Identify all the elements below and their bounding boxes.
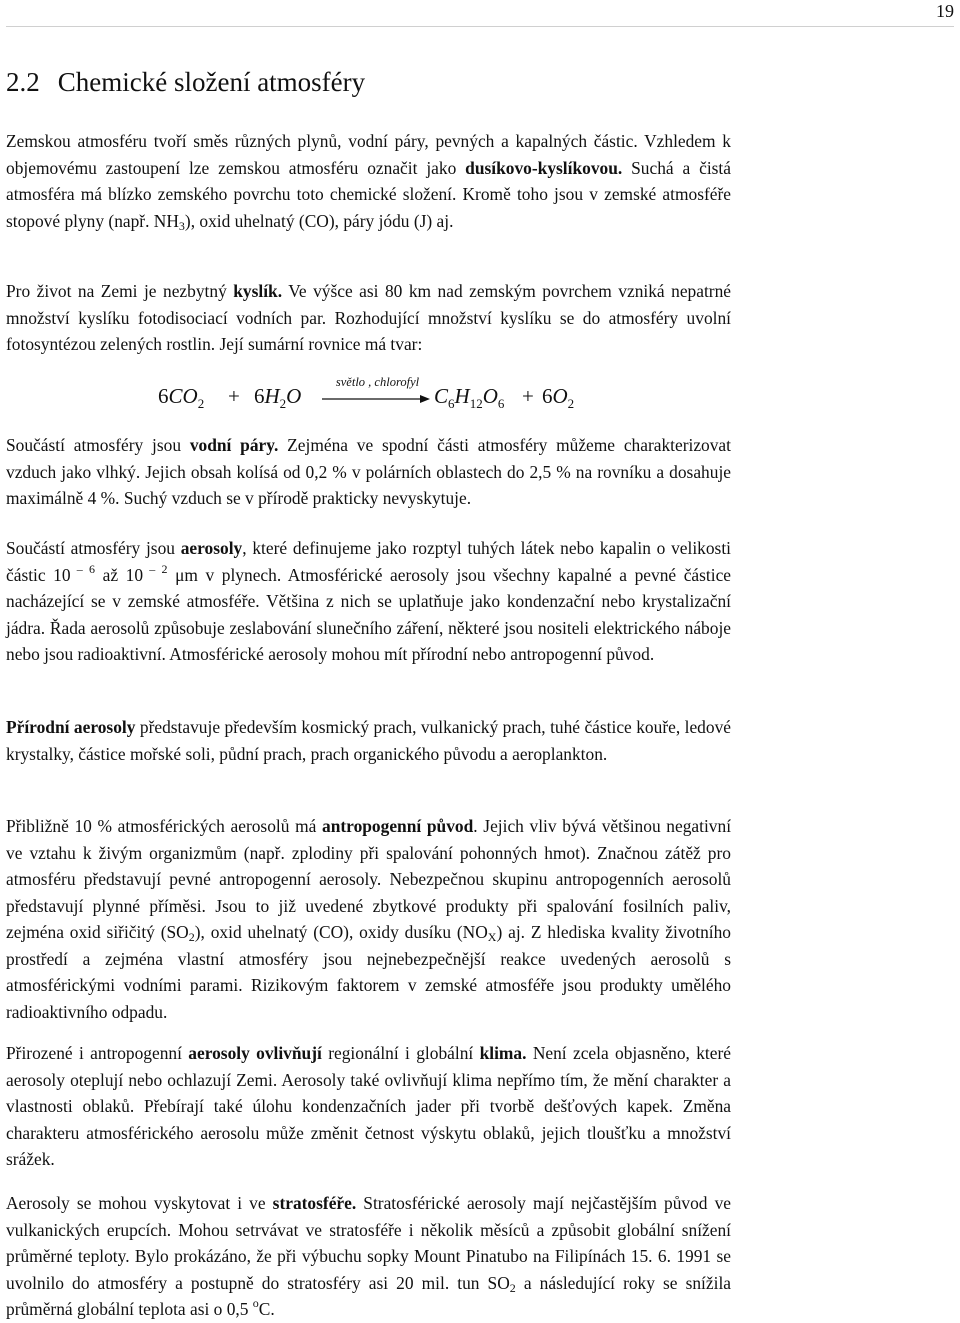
page-number: 19: [936, 1, 954, 21]
superscript: o: [252, 1296, 259, 1310]
header-rule: [6, 26, 954, 27]
emphasis: vodní páry.: [189, 435, 279, 455]
superscript: – 6: [70, 561, 96, 576]
superscript: – 2: [143, 561, 168, 576]
text-run: Zemskou atmosféru tvoří směs různých plynů, vodní páry, pevných a kapalných částic. Vzhledem k objemovému zastoupení lze zemskou atmosféru označit jako: [6, 131, 731, 178]
text-run: ) aj. Z hlediska kvality životního prostředí a zejména vlastní atmosféry jsou nejnebezpečnější reakce uvedených aerosolů s atmosférickými vodními parami. Rizikovým faktorem v zemské atmosféře jsou produkty umělého radioaktivního odpadu.: [6, 922, 731, 1022]
reaction-condition: světlo , chlorofyl: [335, 375, 420, 389]
text-run: , které definujeme jako rozptyl tuhých látek nebo kapalin o velikosti částic 10: [6, 538, 731, 585]
emphasis: aerosoly ovlivňují: [188, 1043, 322, 1063]
equation-product-glucose: [434, 384, 505, 411]
text-run: Součástí atmosféry jsou: [6, 435, 190, 455]
coefficient: 6: [158, 384, 169, 408]
paragraph-anthropogenic-aerosols: [6, 813, 731, 1025]
photosynthesis-equation: [158, 375, 638, 422]
paragraph-composition: [6, 128, 731, 234]
text-run: Stratosférické aerosoly mají nejčastějším původ ve vulkanických erupcích. Mohou setrvávat ve stratosféře i několik měsíců a způsobit globální snížení průměrné teploty. Bylo prokázáno, že při výbuchu sopky Mount Pinatubo na Filipínách 15. 6. 1991 se uvolnilo do atmosféry a postupně do stratosféry asi 20 mil. tun SO: [6, 1193, 731, 1293]
subscript: 3: [178, 218, 185, 233]
subscript: 2: [197, 396, 205, 411]
emphasis: kyslík.: [233, 281, 283, 301]
subscript: 2: [279, 396, 287, 411]
equation-reactant-h2o: [254, 384, 302, 411]
subscript: 6: [448, 396, 455, 411]
formula: H: [454, 384, 470, 408]
text-run: regionální i globální: [321, 1043, 480, 1063]
subscript: 6: [497, 396, 505, 411]
text-run: Ve výšce asi 80 km nad zemským povrchem vzniká nepatrné množství kyslíku fotodisociací vodních par. Rozhodující množství kyslíku se do atmosféry uvolní fotosyntézou zelených rostlin. Její sumární rovnice má tvar:: [6, 281, 731, 354]
paragraph-stratosphere: [6, 1190, 731, 1323]
formula: O: [482, 384, 498, 408]
emphasis: klima.: [479, 1043, 527, 1063]
equation-product-oxygen: [542, 384, 575, 411]
emphasis: stratosféře.: [272, 1193, 357, 1213]
emphasis: antropogenní původ: [322, 816, 474, 836]
text-run: Není zcela objasněno, které aerosoly oteplují nebo ochlazují Zemi. Aerosoly také ovlivňují klima nepřímo tím, že mění charakter a vlastnosti oblaků. Přebírají také úlohu kondenzačních jader při tvorbě dešťových kapek. Změna charakteru atmosférického aerosolu může změnit četnost výskytu oblaků, jejich tloušťku a množství srážek.: [6, 1043, 731, 1169]
emphasis: dusíkovo-kyslíkovou.: [465, 157, 623, 178]
text-run: představuje především kosmický prach, vulkanický prach, tuhé částice kouře, ledové krystalky, částice mořské soli, půdní prach, prach organického původu a aeroplankton.: [6, 717, 731, 764]
subscript: 2: [509, 1280, 516, 1295]
text-run: ), oxid uhelnatý (CO), oxidy dusíku (NO: [194, 922, 488, 942]
text-run: až 10: [95, 564, 144, 585]
emphasis: aerosoly: [180, 538, 243, 558]
subscript: 2: [567, 396, 575, 411]
formula: H: [264, 384, 280, 408]
paragraph-climate: [6, 1040, 731, 1173]
subscript: 2: [188, 930, 195, 944]
coefficient: 6: [254, 384, 265, 408]
text-run: Suchá a čistá atmosféra má blízko zemského povrchu toto chemické složení. Kromě toho jsou v zemské atmosféře stopové plyny (např. NH: [6, 157, 731, 231]
text-run: ), oxid uhelnatý (CO), páry jódu (J) aj.: [184, 210, 454, 231]
subscript: 12: [469, 396, 483, 411]
text-run: . Jejich vliv bývá většinou negativní ve vztahu k živým organizmům (např. zplodiny při spalování pohonných hmot). Značnou zátěž pro atmosféru představují pevné antropogenní aerosoly. Nebezpečnou skupinu antropogenních aerosolů představují plynné příměsi. Jsou to již uvedené zbytkové produkty při spalování fosilních paliv, zejména oxid siřičitý (SO: [6, 816, 732, 942]
formula: CO: [168, 384, 198, 408]
paragraph-oxygen: [6, 278, 731, 358]
text-run: a následující roky se snížila průměrná globální teplota asi o 0,5: [6, 1272, 731, 1319]
subscript: X: [487, 930, 497, 944]
section-number: 2.2: [6, 67, 40, 97]
section-heading: [6, 66, 365, 98]
text-run: Přirozené i antropogenní: [6, 1043, 189, 1063]
text-run: Přibližně 10 % atmosférických aerosolů má: [6, 816, 322, 836]
section-title: Chemické složení atmosféry: [57, 67, 366, 97]
text-run: Aerosoly se mohou vyskytovat i ve: [6, 1193, 273, 1213]
text-run: μm v plynech. Atmosférické aerosoly jsou všechny kapalné a pevné částice nacházející se v zemské atmosféře. Většina z nich se uplatňuje jako kondenzační nebo krystalizační jádra. Řada aerosolů způsobuje zeslabování slunečního záření, některé jsou nositeli elektrického náboje nebo jsou radioaktivní. Atmosférické aerosoly mohou mít přírodní nebo antropogenní původ.: [6, 564, 732, 664]
reaction-arrow-icon: [322, 393, 430, 405]
paragraph-aerosols: [6, 535, 731, 668]
text-run: Zejména ve spodní části atmosféry můžeme charakterizovat vzduch jako vlhký. Jejich obsah kolísá od 0,2 % v polárních oblastech do 2,5 % na rovníku a dosahuje maximálně 4 %. Suchý vzduch se v přírodě prakticky nevyskytuje.: [6, 435, 731, 508]
formula: O: [552, 384, 568, 408]
text-run: Součástí atmosféry jsou: [6, 538, 181, 558]
emphasis: Přírodní aerosoly: [6, 717, 136, 737]
plus-sign: +: [228, 384, 240, 408]
equation-reactant-co2: [158, 384, 205, 411]
paragraph-natural-aerosols: [6, 714, 731, 767]
text-run: Pro život na Zemi je nezbytný: [6, 281, 234, 301]
formula: C: [434, 384, 449, 408]
coefficient: 6: [542, 384, 553, 408]
formula: O: [286, 384, 302, 408]
plus-sign: +: [522, 384, 534, 408]
text-run: C.: [258, 1299, 275, 1319]
paragraph-water-vapor: [6, 432, 731, 512]
